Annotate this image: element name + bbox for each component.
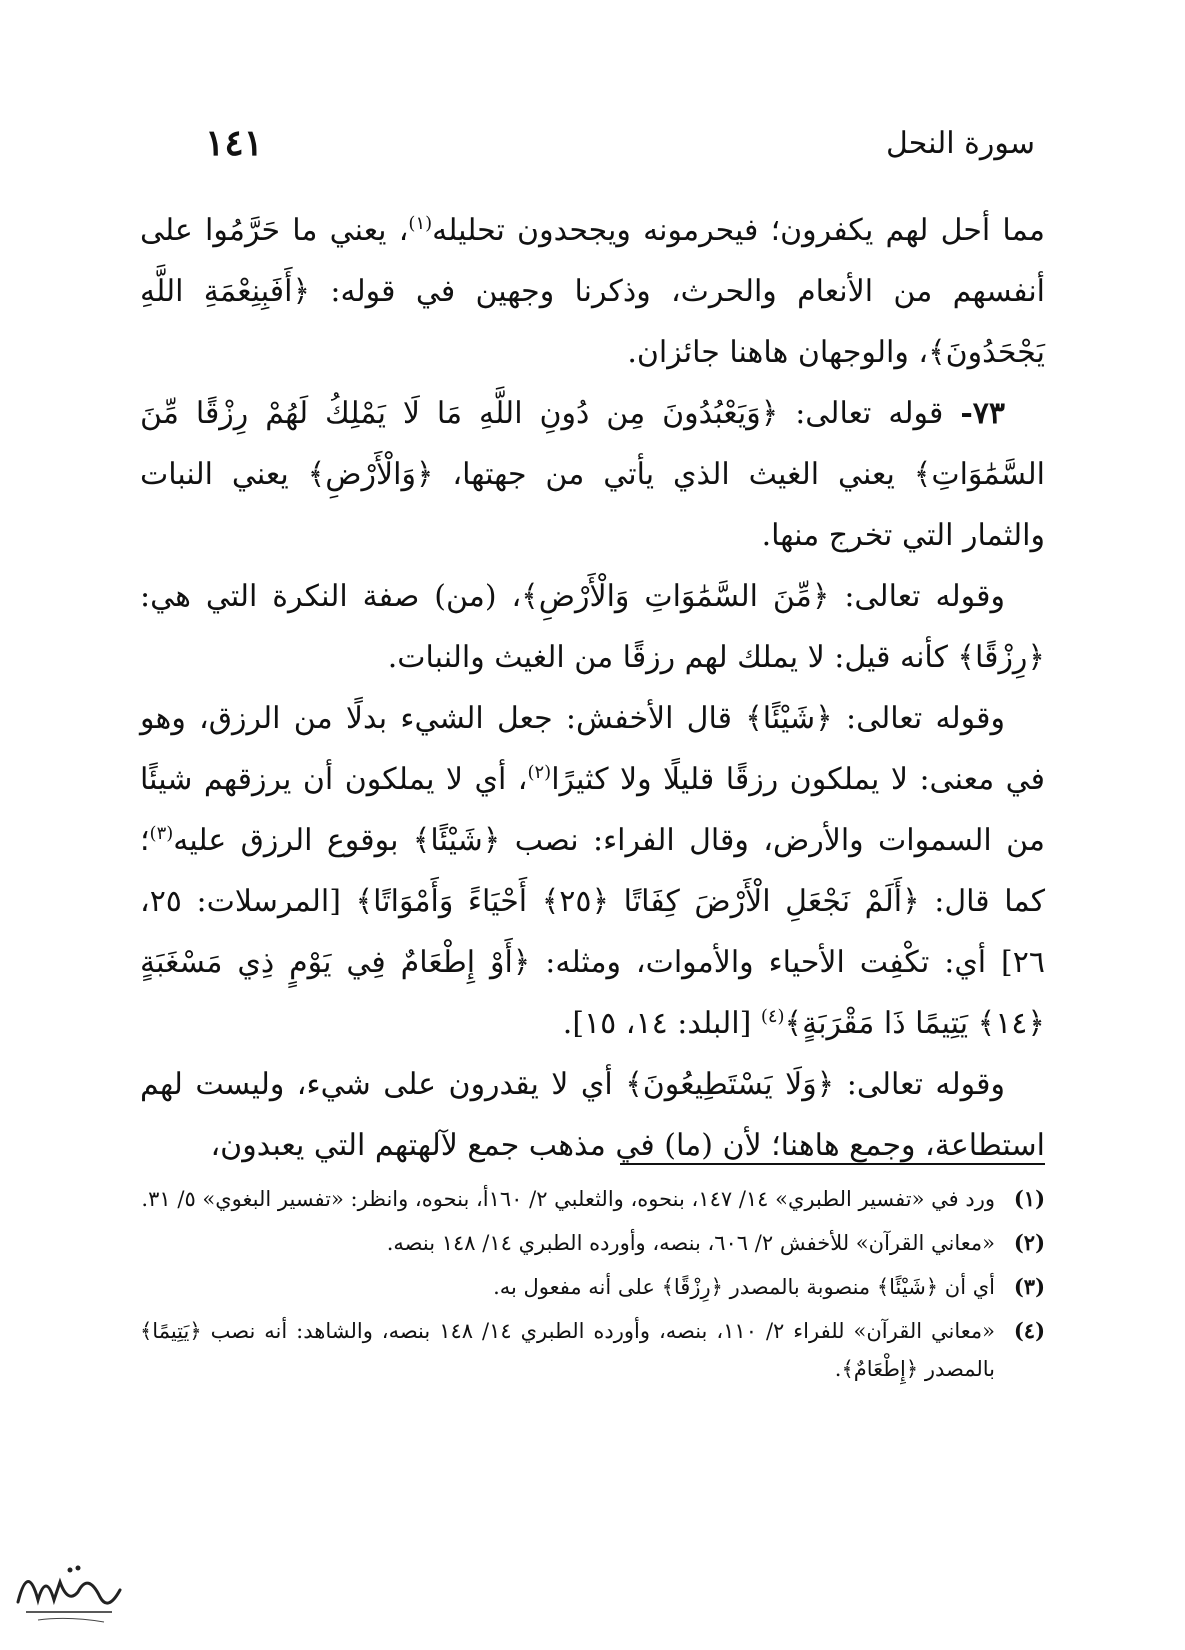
footnote-ref-3: (٣) — [149, 823, 174, 844]
footnote-ref-2: (٢) — [527, 762, 552, 783]
surah-name: سورة النحل — [886, 125, 1035, 161]
paragraph-2 — [140, 383, 1045, 566]
paragraph-4 — [140, 688, 1045, 1054]
page-header — [205, 118, 1035, 168]
paragraph-1-text: مما أحل لهم يكفرون؛ فيحرمونه ويجحدون تحليله — [432, 213, 1045, 248]
footnote-ref-4: (٤) — [760, 1006, 785, 1027]
paragraph-2-text: قوله تعالى: ﴿وَيَعْبُدُونَ مِن دُونِ اللَّهِ مَا لَا يَمْلِكُ لَهُمْ رِزْقًا مِّنَ السَّمَٰوَاتِ﴾ يعني الغيث الذي يأتي من جهتها، ﴿وَالْأَرْضِ﴾ يعني النبات والثمار التي تخرج منها. — [140, 396, 1045, 553]
footnote-text: «معاني القرآن» للأخفش ٢/ ٦٠٦، بنصه، وأورده الطبري ١٤/ ١٤٨ بنصه. — [386, 1231, 995, 1255]
footnote — [140, 1312, 1045, 1388]
footnotes — [140, 1180, 1045, 1394]
paragraph-4-d: [البلد: ١٤، ١٥]. — [562, 1006, 761, 1041]
paragraph-1-rest: ، يعني ما حَرَّمُوا على أنفسهم من الأنعام والحرث، وذكرنا وجهين في قوله: ﴿أَفَبِنِعْمَةِ اللَّهِ يَجْحَدُونَ﴾، والوجهان هاهنا جائزان. — [140, 213, 1045, 370]
footnote — [140, 1224, 1045, 1262]
watermark-logo-icon — [8, 1542, 128, 1632]
main-text — [140, 200, 1045, 1176]
paragraph-4-c: ؛ كما قال: ﴿أَلَمْ نَجْعَلِ الْأَرْضَ كِفَاتًا ﴿٢٥﴾ أَحْيَاءً وَأَمْوَاتًا﴾ [المرسلات: ٢٥، ٢٦] أي: تكْفِت الأحياء والأموات، ومثله: ﴿أَوْ إِطْعَامٌ فِي يَوْمٍ ذِي مَسْغَبَةٍ ﴿١٤﴾ يَتِيمًا ذَا مَقْرَبَةٍ﴾ — [140, 823, 1045, 1041]
footnote-text: «معاني القرآن» للفراء ٢/ ١١٠، بنصه، وأورده الطبري ١٤/ ١٤٨ بنصه، والشاهد: أنه نصب ﴿يَتِيمًا﴾ بالمصدر ﴿إِطْعَامٌ﴾. — [140, 1319, 995, 1381]
paragraph-1 — [140, 200, 1045, 383]
paragraph-3: وقوله تعالى: ﴿مِّنَ السَّمَٰوَاتِ وَالْأَرْضِ﴾، (من) صفة النكرة التي هي: ﴿رِزْقًا﴾ كأنه قيل: لا يملك لهم رزقًا من الغيث والنبات. — [140, 579, 1045, 675]
footnote-number: (٣) — [1013, 1274, 1045, 1299]
footnote-text: ورد في «تفسير الطبري» ١٤/ ١٤٧، بنحوه، والثعلبي ٢/ ١٦٠أ، بنحوه، وانظر: «تفسير البغوي» ٥/ ٣١. — [141, 1187, 995, 1211]
verse-number: ٧٣- — [960, 396, 1005, 431]
footnote-number: (١) — [1013, 1186, 1045, 1211]
paragraph-4-b: ، أي لا يملكون أن يرزقهم شيئًا من السموات والأرض، وقال الفراء: نصب ﴿شَيْئًا﴾ بوقوع الرزق عليه — [140, 762, 1045, 858]
footnote — [140, 1268, 1045, 1306]
page-number: ١٤١ — [205, 122, 264, 164]
footnote-ref-1: (١) — [408, 213, 433, 234]
paragraph-5: وقوله تعالى: ﴿وَلَا يَسْتَطِيعُونَ﴾ أي لا يقدرون على شيء، وليست لهم استطاعة، وجمع هاهنا؛ لأن (ما) في مذهب جمع لآلهتهم التي يعبدون، — [140, 1067, 1045, 1163]
footnote — [140, 1180, 1045, 1218]
footnote-separator — [620, 1163, 1045, 1165]
footnote-text: أي أن ﴿شَيْئًا﴾ منصوبة بالمصدر ﴿رِزْقًا﴾ على أنه مفعول به. — [493, 1275, 995, 1299]
footnote-number: (٤) — [1013, 1318, 1045, 1343]
paragraph-4-a: وقوله تعالى: ﴿شَيْئًا﴾ قال الأخفش: جعل الشيء بدلًا من الرزق، وهو في معنى: لا يملكون رزقًا قليلًا ولا كثيرًا — [140, 701, 1045, 797]
footnote-number: (٢) — [1013, 1230, 1045, 1255]
